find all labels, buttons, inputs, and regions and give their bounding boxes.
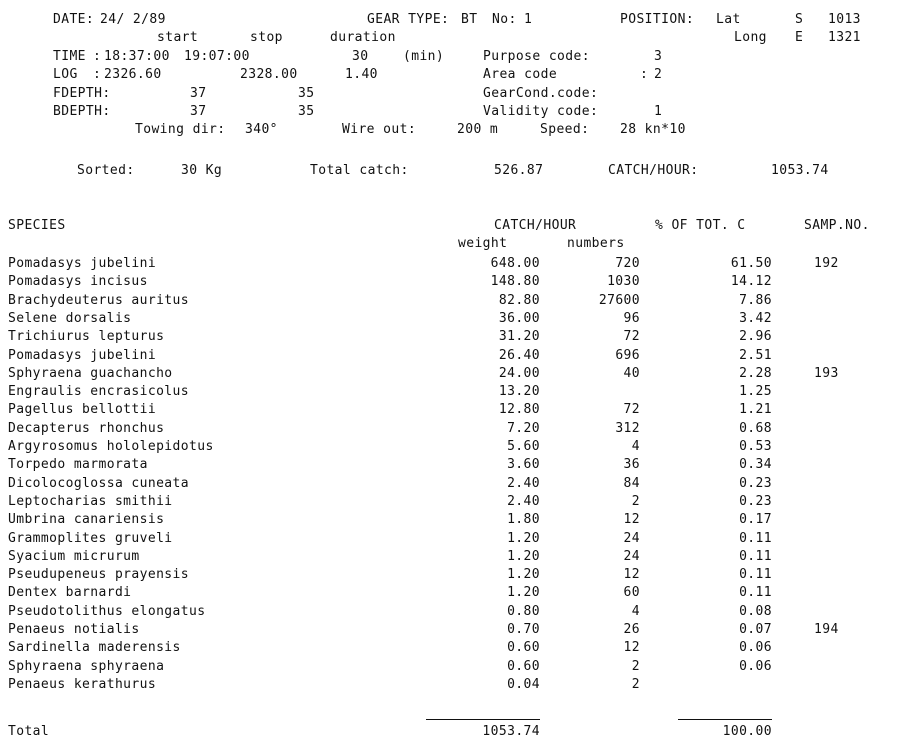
date-label: DATE: xyxy=(53,12,95,27)
bdepth-stop: 35 xyxy=(298,104,315,119)
weight-value: 3.60 xyxy=(507,457,540,472)
catch-per-hour-label: CATCH/HOUR: xyxy=(608,163,699,178)
wire-out-label: Wire out: xyxy=(342,122,417,137)
numbers-value: 84 xyxy=(623,476,640,491)
percent-value: 0.11 xyxy=(739,549,772,564)
numbers-value: 4 xyxy=(631,439,640,454)
species-name: Pseudotolithus elongatus xyxy=(8,604,206,619)
species-name: Argyrosomus hololepidotus xyxy=(8,439,214,454)
species-name: Pomadasys jubelini xyxy=(8,348,157,363)
numbers-value: 720 xyxy=(615,256,640,271)
species-name: Engraulis encrasicolus xyxy=(8,384,189,399)
sample-number-column-header: SAMP.NO. xyxy=(804,218,870,233)
weight-value: 1.20 xyxy=(507,585,540,600)
percent-value: 2.96 xyxy=(739,329,772,344)
numbers-value: 12 xyxy=(623,567,640,582)
percent-value: 1.21 xyxy=(739,402,772,417)
species-name: Sphyraena sphyraena xyxy=(8,659,165,674)
species-name: Syacium micrurum xyxy=(8,549,140,564)
numbers-value: 26 xyxy=(623,622,640,637)
total-percent-value: 100.00 xyxy=(722,724,772,739)
numbers-value: 72 xyxy=(623,402,640,417)
numbers-value: 696 xyxy=(615,348,640,363)
weight-value: 24.00 xyxy=(498,366,540,381)
species-name: Brachydeuterus auritus xyxy=(8,293,189,308)
numbers-value: 36 xyxy=(623,457,640,472)
weight-value: 1.20 xyxy=(507,567,540,582)
weight-value: 2.40 xyxy=(507,476,540,491)
fdepth-stop: 35 xyxy=(298,86,315,101)
percent-value: 0.11 xyxy=(739,531,772,546)
numbers-value: 4 xyxy=(631,604,640,619)
speed-value: 28 kn*10 xyxy=(620,122,686,137)
numbers-value: 2 xyxy=(631,494,640,509)
species-name: Dicolocoglossa cuneata xyxy=(8,476,189,491)
percent-value: 3.42 xyxy=(739,311,772,326)
gear-type-label: GEAR TYPE: xyxy=(367,12,450,27)
weight-value: 2.40 xyxy=(507,494,540,509)
date-value: 24/ 2/89 xyxy=(100,12,166,27)
weight-value: 1.20 xyxy=(507,531,540,546)
sorted-value: 30 Kg xyxy=(181,163,223,178)
weight-value: 648.00 xyxy=(490,256,540,271)
numbers-value: 24 xyxy=(623,531,640,546)
percent-value: 2.51 xyxy=(739,348,772,363)
percent-value: 0.11 xyxy=(739,567,772,582)
numbers-value: 72 xyxy=(623,329,640,344)
sample-number-value: 192 xyxy=(814,256,839,271)
numbers-value: 40 xyxy=(623,366,640,381)
log-stop: 2328.00 xyxy=(240,67,298,82)
weight-value: 148.80 xyxy=(490,274,540,289)
weight-value: 0.70 xyxy=(507,622,540,637)
percent-value: 0.06 xyxy=(739,640,772,655)
total-label: Total xyxy=(8,724,50,739)
percent-value: 0.68 xyxy=(739,421,772,436)
numbers-value: 27600 xyxy=(598,293,640,308)
species-name: Umbrina canariensis xyxy=(8,512,165,527)
numbers-value: 2 xyxy=(631,677,640,692)
percent-value: 0.11 xyxy=(739,585,772,600)
species-name: Decapterus rhonchus xyxy=(8,421,165,436)
time-unit: (min) xyxy=(403,49,445,64)
weight-value: 7.20 xyxy=(507,421,540,436)
species-name: Dentex barnardi xyxy=(8,585,132,600)
gearcond-code-label: GearCond.code: xyxy=(483,86,599,101)
species-name: Sphyraena guachancho xyxy=(8,366,173,381)
total-weight-value: 1053.74 xyxy=(482,724,540,739)
percent-value: 0.53 xyxy=(739,439,772,454)
towing-dir-label: Towing dir: xyxy=(135,122,226,137)
numbers-value: 60 xyxy=(623,585,640,600)
fdepth-start: 37 xyxy=(190,86,207,101)
lat-label: Lat xyxy=(716,12,741,27)
species-name: Grammoplites gruveli xyxy=(8,531,173,546)
weight-value: 5.60 xyxy=(507,439,540,454)
percent-value: 1.25 xyxy=(739,384,772,399)
long-hemisphere: E xyxy=(795,30,804,45)
catch-per-hour-column-header: CATCH/HOUR xyxy=(494,218,577,233)
fdepth-label: FDEPTH: xyxy=(53,86,111,101)
column-stop-header: stop xyxy=(250,30,283,45)
position-label: POSITION: xyxy=(620,12,695,27)
numbers-column-header: numbers xyxy=(567,236,625,251)
weight-value: 1.20 xyxy=(507,549,540,564)
percent-value: 2.28 xyxy=(739,366,772,381)
species-name: Pomadasys incisus xyxy=(8,274,148,289)
species-name: Torpedo marmorata xyxy=(8,457,148,472)
numbers-value: 2 xyxy=(631,659,640,674)
bdepth-label: BDEPTH: xyxy=(53,104,111,119)
percent-value: 0.34 xyxy=(739,457,772,472)
sorted-label: Sorted: xyxy=(77,163,135,178)
time-label: TIME xyxy=(53,49,86,64)
lat-hemisphere: S xyxy=(795,12,804,27)
percent-value: 0.23 xyxy=(739,476,772,491)
percent-value: 0.08 xyxy=(739,604,772,619)
species-name: Penaeus notialis xyxy=(8,622,140,637)
sample-number-value: 194 xyxy=(814,622,839,637)
weight-value: 0.80 xyxy=(507,604,540,619)
catch-per-hour-value: 1053.74 xyxy=(771,163,829,178)
percent-value: 14.12 xyxy=(730,274,772,289)
towing-dir-value: 340° xyxy=(245,122,278,137)
long-label: Long xyxy=(734,30,767,45)
weight-value: 0.60 xyxy=(507,659,540,674)
species-name: Pseudupeneus prayensis xyxy=(8,567,189,582)
percent-value: 0.07 xyxy=(739,622,772,637)
numbers-value: 96 xyxy=(623,311,640,326)
purpose-code-value: 3 xyxy=(654,49,663,64)
species-name: Trichiurus lepturus xyxy=(8,329,165,344)
species-name: Pomadasys jubelini xyxy=(8,256,157,271)
wire-out-value: 200 m xyxy=(457,122,499,137)
percent-value: 0.06 xyxy=(739,659,772,674)
area-code-value: 2 xyxy=(654,67,663,82)
weight-value: 82.80 xyxy=(498,293,540,308)
numbers-value: 12 xyxy=(623,512,640,527)
numbers-value: 24 xyxy=(623,549,640,564)
lat-value: 1013 xyxy=(828,12,861,27)
validity-code-label: Validity code: xyxy=(483,104,599,119)
purpose-code-label: Purpose code: xyxy=(483,49,590,64)
weight-value: 12.80 xyxy=(498,402,540,417)
weight-value: 0.60 xyxy=(507,640,540,655)
numbers-value: 12 xyxy=(623,640,640,655)
species-column-header: SPECIES xyxy=(8,218,66,233)
time-start: 18:37:00 xyxy=(104,49,170,64)
weight-column-header: weight xyxy=(458,236,508,251)
sample-number-value: 193 xyxy=(814,366,839,381)
gear-type-value: BT xyxy=(461,12,478,27)
weight-value: 31.20 xyxy=(498,329,540,344)
total-weight-rule xyxy=(426,719,540,720)
total-percent-rule xyxy=(678,719,772,720)
weight-value: 26.40 xyxy=(498,348,540,363)
log-colon: : xyxy=(93,67,102,82)
percent-value: 0.17 xyxy=(739,512,772,527)
weight-value: 36.00 xyxy=(498,311,540,326)
species-name: Sardinella maderensis xyxy=(8,640,181,655)
species-name: Pagellus bellottii xyxy=(8,402,157,417)
weight-value: 0.04 xyxy=(507,677,540,692)
column-start-header: start xyxy=(157,30,199,45)
total-catch-label: Total catch: xyxy=(310,163,409,178)
log-label: LOG xyxy=(53,67,78,82)
validity-code-value: 1 xyxy=(654,104,663,119)
time-colon: : xyxy=(93,49,102,64)
numbers-value: 1030 xyxy=(607,274,640,289)
no-label: No: xyxy=(492,12,517,27)
weight-value: 1.80 xyxy=(507,512,540,527)
area-code-colon: : xyxy=(640,67,649,82)
time-stop: 19:07:00 xyxy=(184,49,250,64)
speed-label: Speed: xyxy=(540,122,590,137)
bdepth-start: 37 xyxy=(190,104,207,119)
weight-value: 13.20 xyxy=(498,384,540,399)
percent-value: 61.50 xyxy=(730,256,772,271)
percent-value: 0.23 xyxy=(739,494,772,509)
no-value: 1 xyxy=(524,12,533,27)
species-name: Leptocharias smithii xyxy=(8,494,173,509)
species-name: Penaeus kerathurus xyxy=(8,677,157,692)
total-catch-value: 526.87 xyxy=(494,163,544,178)
column-duration-header: duration xyxy=(330,30,396,45)
log-start: 2326.60 xyxy=(104,67,162,82)
log-duration: 1.40 xyxy=(345,67,378,82)
time-duration: 30 xyxy=(352,49,369,64)
percent-value: 7.86 xyxy=(739,293,772,308)
numbers-value: 312 xyxy=(615,421,640,436)
percent-total-column-header: % OF TOT. C xyxy=(655,218,746,233)
long-value: 1321 xyxy=(828,30,861,45)
area-code-label: Area code xyxy=(483,67,558,82)
species-name: Selene dorsalis xyxy=(8,311,132,326)
